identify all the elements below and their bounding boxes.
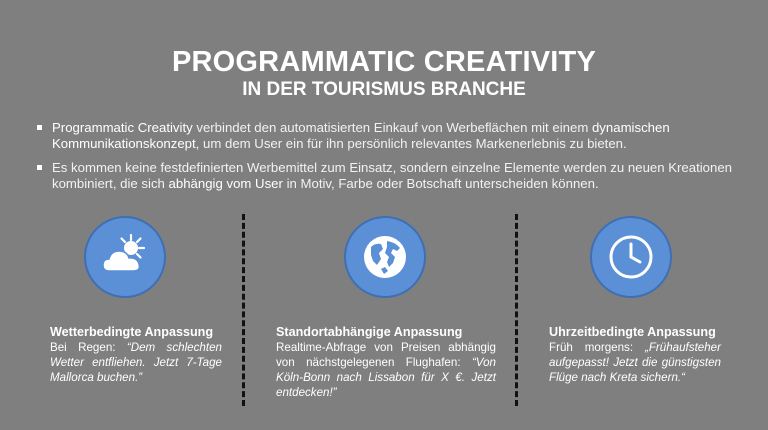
bullet-term: Programmatic Creativity	[52, 120, 193, 135]
weather-sun-cloud-icon	[97, 229, 153, 285]
column-location	[276, 325, 496, 400]
bullet-list	[34, 120, 734, 200]
column-title: Wetterbedingte Anpassung	[50, 325, 214, 339]
bullet-text: Es kommen keine festdefinierten Werbemittel zum Einsatz, sondern einzelne Elemente werden zu neuen Kreationen kombiniert, die sich	[52, 160, 733, 191]
column-divider	[242, 214, 245, 406]
bullet-term: abhängig vom User	[168, 176, 283, 191]
bullet-item	[34, 120, 734, 152]
bullet-item	[34, 160, 734, 192]
column-divider	[515, 214, 518, 406]
page-title: PROGRAMMATIC CREATIVITY	[171, 46, 596, 78]
column-title: Uhrzeitbedingte Anpassung	[549, 325, 716, 339]
column-body: Realtime-Abfrage von Preisen abhängig von nächstgelegenen Flughafen: “Von Köln-Bonn nach Lissabon für X €. Jetzt entdecken!”	[276, 341, 496, 399]
bullet-text: , um dem User ein für ihn persönlich relevantes Markenerlebnis zu bieten.	[195, 136, 627, 151]
clock-icon-circle	[590, 216, 672, 298]
column-weather	[50, 325, 222, 385]
weather-icon-circle	[84, 216, 166, 298]
column-time	[549, 325, 721, 385]
column-body: Früh morgens: „Frühaufsteher aufgepasst! Jetzt die günstigsten Flüge nach Kreta sichern.“	[549, 341, 721, 384]
globe-icon	[357, 229, 413, 285]
clock-icon	[603, 229, 659, 285]
bullet-term: dynamischen Kommunikationskonzept	[52, 120, 670, 151]
page-subtitle: IN DER TOURISMUS BRANCHE	[242, 79, 526, 100]
globe-icon-circle	[344, 216, 426, 298]
column-body: Bei Regen: “Dem schlechten Wetter entfliehen. Jetzt 7-Tage Mallorca buchen.”	[50, 341, 222, 384]
bullet-text: in Motiv, Farbe oder Botschaft unterscheiden können.	[282, 176, 599, 191]
column-title: Standortabhängige Anpassung	[276, 325, 463, 339]
bullet-text: verbindet den automatisierten Einkauf von Werbeflächen mit einem	[192, 120, 592, 135]
